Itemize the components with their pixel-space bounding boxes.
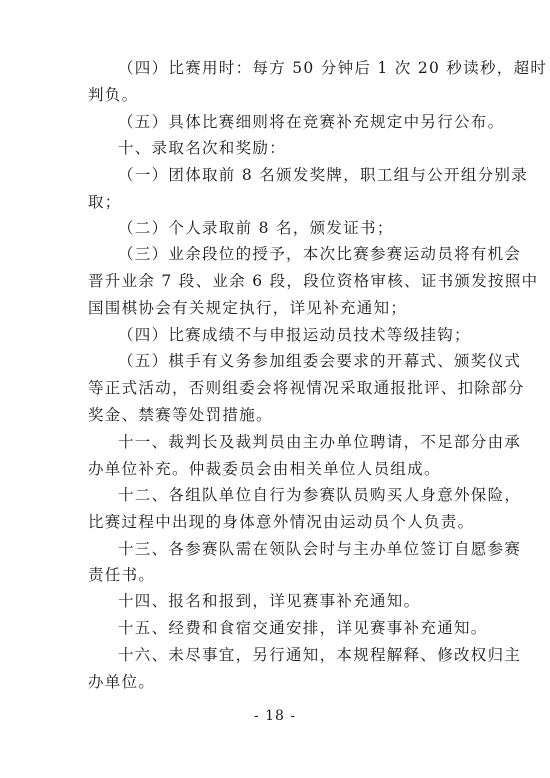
text-line: 判负。	[88, 86, 139, 104]
section-heading: 十六、未尽事宜，另行通知，本规程解释、修改权归主	[118, 646, 522, 664]
text-line: 比赛过程中出现的身体意外情况由运动员个人负责。	[88, 513, 475, 531]
text-line: 办单位补充。仲裁委员会由相关单位人员组成。	[88, 460, 441, 478]
section-heading: 十一、裁判长及裁判员由主办单位聘请，不足部分由承	[118, 433, 522, 451]
section-heading: 十五、经费和食宿交通安排，详见赛事补充通知。	[118, 619, 488, 637]
text-line: 晋升业余 7 段、业余 6 段，段位资格审核、证书颁发按照中	[88, 272, 539, 290]
text-line: （三）业余段位的授予，本次比赛参赛运动员将有机会	[118, 245, 522, 263]
text-line: （四）比赛用时：每方 50 分钟后 1 次 20 秒读秒，超时	[118, 59, 548, 77]
text-line: 责任书。	[88, 566, 156, 584]
text-line: 办单位。	[88, 673, 156, 691]
text-line: 取；	[88, 193, 122, 211]
text-line: （五）具体比赛细则将在竞赛补充规定中另行公布。	[118, 113, 505, 131]
text-line: （五）棋手有义务参加组委会要求的开幕式、颁奖仪式	[118, 352, 522, 370]
text-line: 国围棋协会有关规定执行，详见补充通知；	[88, 299, 408, 317]
section-heading: 十、录取名次和奖励：	[118, 139, 287, 157]
section-heading: 十四、报名和报到，详见赛事补充通知。	[118, 592, 421, 610]
section-heading: 十三、各参赛队需在领队会时与主办单位签订自愿参赛	[118, 540, 522, 558]
text-line: 奖金、禁赛等处罚措施。	[88, 406, 273, 424]
section-heading: 十二、各组队单位自行为参赛队员购买人身意外保险，	[118, 486, 522, 504]
text-line: （二）个人录取前 8 名，颁发证书；	[118, 219, 394, 237]
page-number: - 18 -	[253, 708, 297, 724]
text-line: 等正式活动，否则组委会将视情况采取通报批评、扣除部分	[88, 379, 525, 397]
text-line: （一）团体取前 8 名颁发奖牌，职工组与公开组分别录	[118, 166, 529, 184]
text-line: （四）比赛成绩不与申报运动员技术等级挂钩；	[118, 326, 471, 344]
